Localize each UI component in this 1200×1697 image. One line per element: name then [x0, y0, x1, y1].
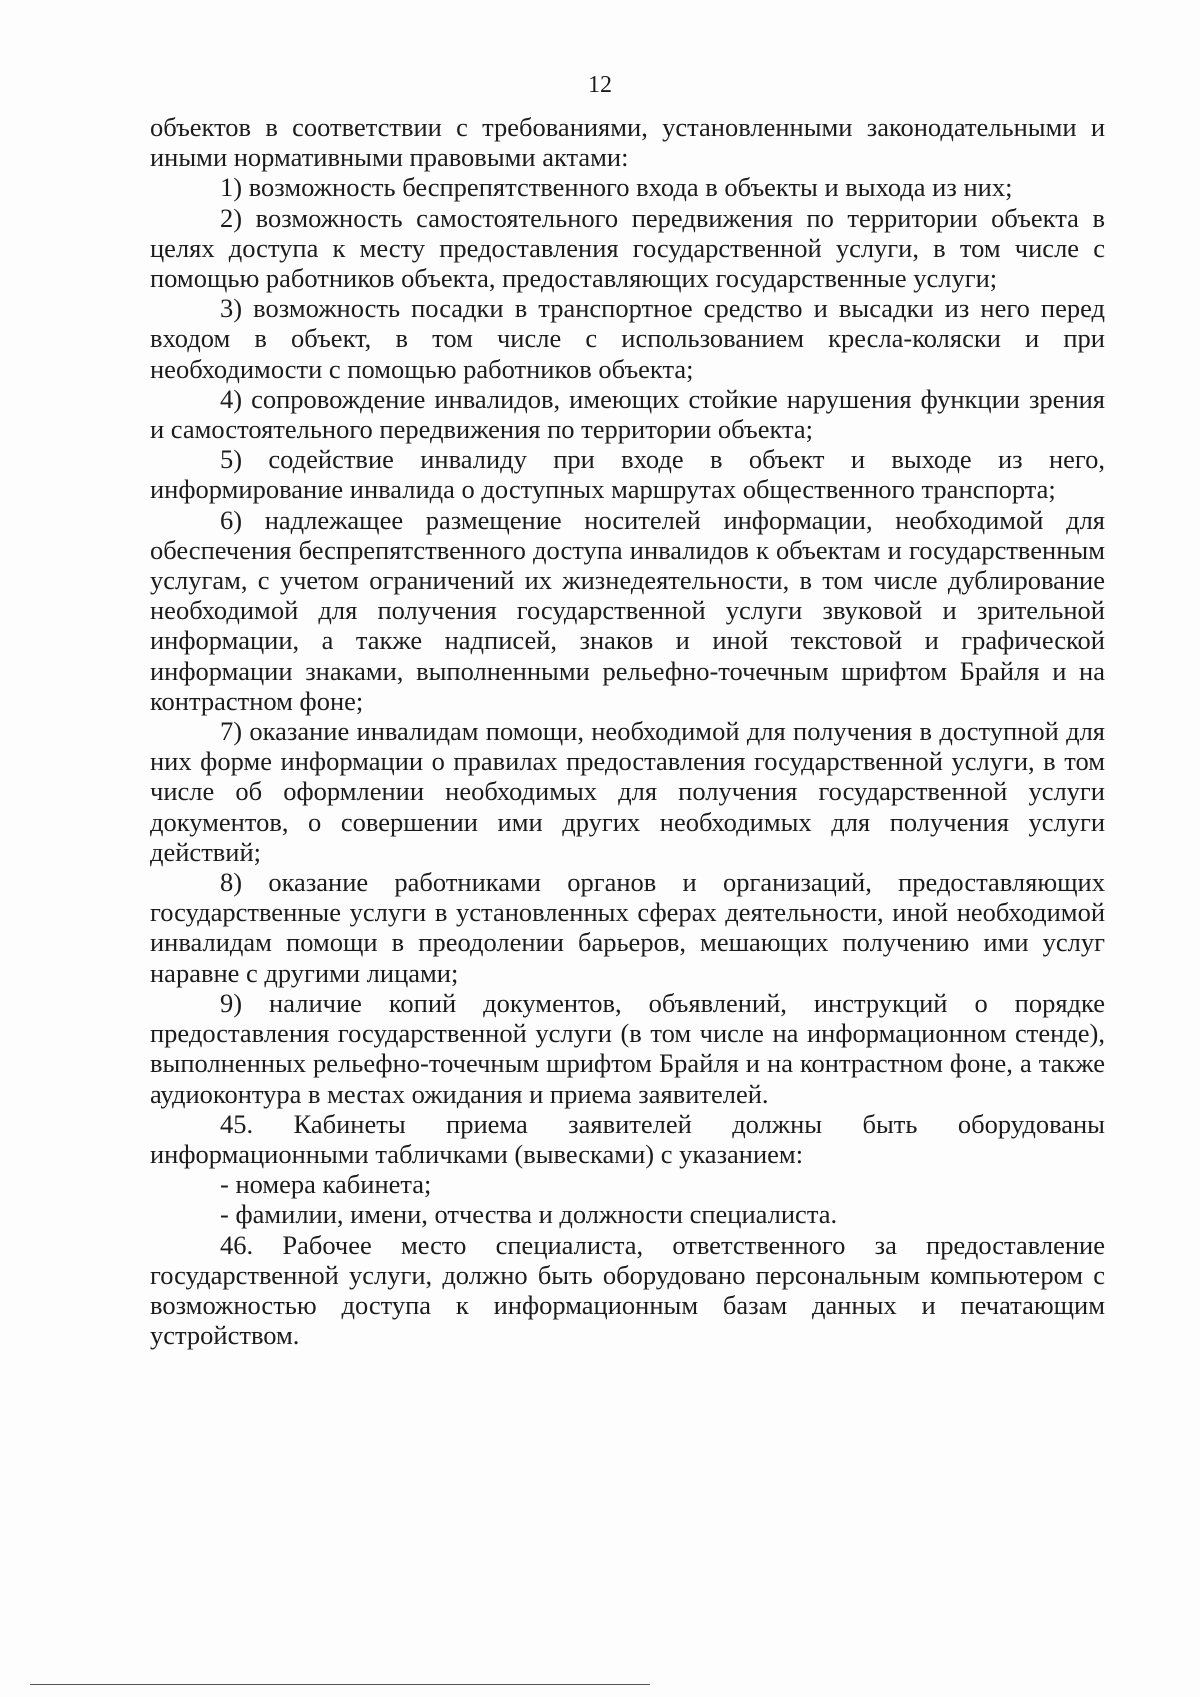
list-item-8: 8) оказание работниками органов и организаций, предоставляющих государственные услуги в установленных сферах деятельности, иной необходимой инвалидам помощи в преодолении барьеров, мешающих получению ими услуг наравне с другими лицами; — [150, 867, 1105, 988]
paragraph-continuation: объектов в соответствии с требованиями, установленными законодательными и иными нормативными правовыми актами: — [150, 112, 1105, 173]
clause-45-item-specialist-name: - фамилии, имени, отчества и должности специалиста. — [220, 1199, 838, 1230]
list-item-3: 3) возможность посадки в транспортное средство и высадки из него перед входом в объект, в том числе с использованием кресла-коляски и при необходимости с помощью работников объекта; — [150, 293, 1105, 384]
list-item-9: 9) наличие копий документов, объявлений, инструкций о порядке предоставления государственной услуги (в том числе на информационном стенде), выполненных рельефно-точечным шрифтом Брайля и на контрастном фоне, а также аудиоконтура в местах ожидания и приема заявителей. — [150, 987, 1105, 1109]
clause-46: 46. Рабочее место специалиста, ответственного за предоставление государственной услуги, должно быть оборудовано персональным компьютером с возможностью доступа к информационным базам данных и печатающим устройством. — [150, 1229, 1105, 1351]
document-body — [150, 112, 1105, 1350]
footer-divider — [30, 1684, 650, 1685]
list-item-7: 7) оказание инвалидам помощи, необходимой для получения в доступной для них форме информации о правилах предоставления государственной услуги, в том числе об оформлении необходимых для получения государственной услуги документов, о совершении ими других необходимых для получения услуги действий; — [150, 716, 1105, 867]
list-item-5: 5) содействие инвалиду при входе в объект и выходе из него, информирование инвалида о доступных маршрутах общественного транспорта; — [150, 444, 1105, 505]
list-item-1: 1) возможность беспрепятственного входа в объекты и выхода из них; — [220, 172, 1013, 203]
clause-45: 45. Кабинеты приема заявителей должны быть оборудованы информационными табличками (вывесками) с указанием: — [150, 1108, 1105, 1169]
clause-45-item-cabinet-number: - номера кабинета; — [220, 1169, 432, 1200]
list-item-4: 4) сопровождение инвалидов, имеющих стойкие нарушения функции зрения и самостоятельного передвижения по территории объекта; — [150, 383, 1105, 445]
page-number: 12 — [588, 72, 612, 98]
list-item-6: 6) надлежащее размещение носителей информации, необходимой для обеспечения беспрепятственного доступа инвалидов к объектам и государственным услугам, с учетом ограничений их жизнедеятельности, в том числе дублирование необходимой для получения государственной услуги звуковой и зрительной информации, а также надписей, знаков и иной текстовой и графической информации знаками, выполненными рельефно-точечным шрифтом Брайля и на контрастном фоне; — [150, 504, 1105, 716]
list-item-2: 2) возможность самостоятельного передвижения по территории объекта в целях доступа к месту предоставления государственной услуги, в том числе с помощью работников объекта, предоставляющих государственные услуги; — [150, 202, 1105, 294]
